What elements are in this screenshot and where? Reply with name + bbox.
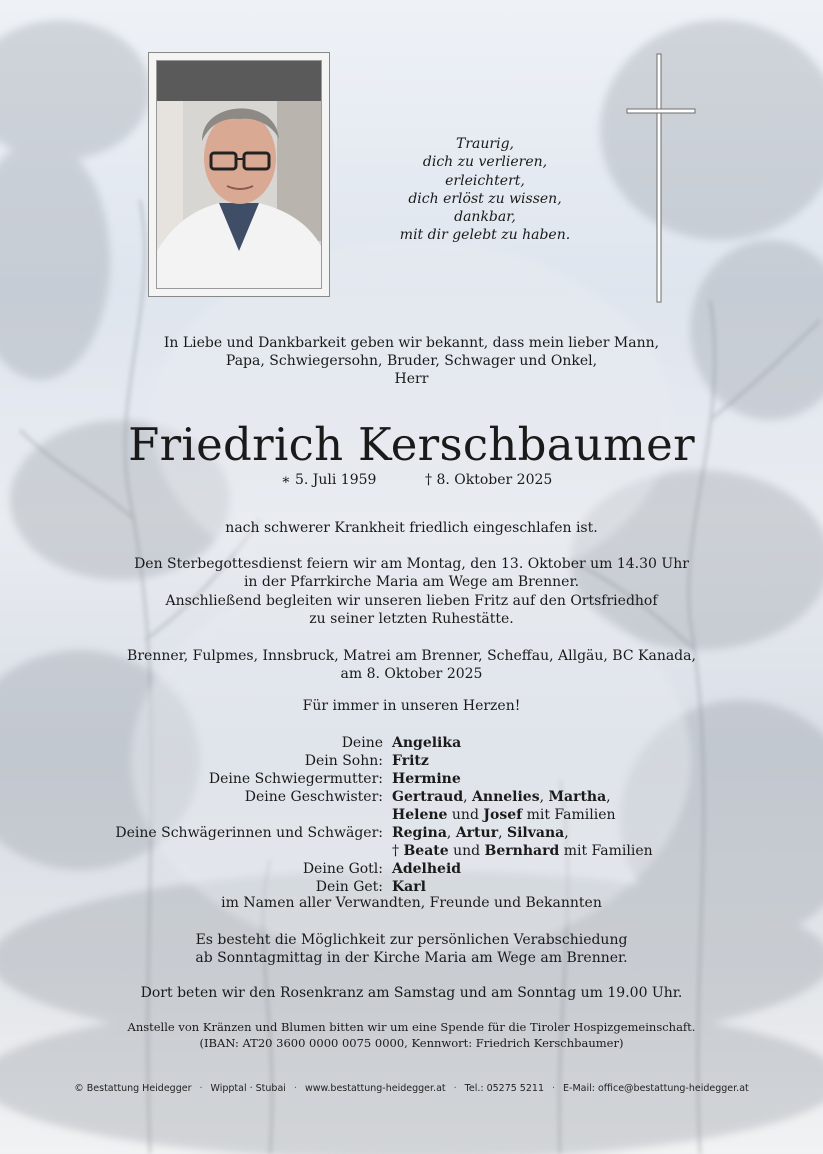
farewell-line: Es besteht die Möglichkeit zur persönlichen Verabschiedung <box>195 932 628 948</box>
mourner-row <box>0 842 823 860</box>
mourner-label: Dein Sohn: <box>304 753 383 769</box>
mourner-name: Annelies <box>472 789 540 805</box>
mourner-names <box>383 752 429 770</box>
deceased-name: Friedrich Kerschbaumer <box>128 418 695 471</box>
service-line: zu seiner letzten Ruhestätte. <box>309 610 514 627</box>
portrait-photo <box>156 60 322 289</box>
footer-website-link[interactable]: www.bestattung-heidegger.at <box>304 1083 446 1094</box>
places-date: am 8. Oktober 2025 <box>340 666 483 683</box>
mourner-name: Hermine <box>392 771 461 787</box>
intro-line: Papa, Schwiegersohn, Bruder, Schwager und Onkel, <box>225 353 598 369</box>
footer-company: © Bestattung Heidegger <box>74 1083 192 1094</box>
mourner-name: Adelheid <box>392 861 462 877</box>
poem-line: erleichtert, <box>445 172 525 189</box>
places-text <box>0 647 823 684</box>
places-line: Brenner, Fulpmes, Innsbruck, Matrei am Brenner, Scheffau, Allgäu, BC Kanada, <box>127 648 696 664</box>
mourner-label: Deine Schwägerinnen und Schwäger: <box>115 825 383 841</box>
mourners-list <box>0 734 823 896</box>
portrait-frame <box>148 52 330 297</box>
forever-text: Für immer in unseren Herzen! <box>302 698 521 714</box>
intro-text <box>0 334 823 388</box>
footer-separator: · <box>293 1083 297 1094</box>
mourner-row <box>0 752 823 770</box>
rosary-text: Dort beten wir den Rosenkranz am Samstag und am Sonntag um 19.00 Uhr. <box>140 985 683 1001</box>
footer-region: Wipptal · Stubai <box>210 1083 286 1094</box>
donation-line: (IBAN: AT20 3600 0000 0075 0000, Kennwort: Friedrich Kerschbaumer) <box>199 1036 624 1050</box>
mourner-row <box>0 806 823 824</box>
cross-icon <box>625 52 697 304</box>
mourner-label: Deine Gotl: <box>302 861 383 877</box>
mourner-names <box>383 878 426 896</box>
passing-text: nach schwerer Krankheit friedlich eingeschlafen ist. <box>225 520 598 536</box>
farewell-text <box>0 931 823 968</box>
service-line: Anschließend begleiten wir unseren lieben Fritz auf den Ortsfriedhof <box>165 592 658 609</box>
mourner-names <box>383 842 653 860</box>
footer-separator: · <box>552 1083 556 1094</box>
mourner-name: Silvana <box>506 825 565 841</box>
farewell-line: ab Sonntagmittag in der Kirche Maria am Wege am Brenner. <box>195 950 628 967</box>
footer <box>0 1083 823 1094</box>
mourner-row <box>0 860 823 878</box>
with-families-text: mit Familien <box>563 843 653 859</box>
intro-line: In Liebe und Dankbarkeit geben wir bekannt, dass mein lieber Mann, <box>163 335 660 351</box>
mourner-row <box>0 788 823 806</box>
mourner-row <box>0 824 823 842</box>
service-text <box>0 555 823 628</box>
mourner-name: Angelika <box>392 735 462 751</box>
mourner-name: Josef <box>483 807 523 823</box>
mourner-names <box>383 860 461 878</box>
mourner-label: Deine Schwiegermutter: <box>208 771 383 787</box>
poem-line: dankbar, <box>454 209 516 226</box>
mourner-names <box>383 734 461 752</box>
portrait-image <box>157 61 321 288</box>
death-date: † 8. Oktober 2025 <box>425 472 553 488</box>
mourner-row <box>0 770 823 788</box>
mourner-name: Helene <box>392 807 448 823</box>
mourner-name: Artur <box>455 825 499 841</box>
poem-line: mit dir gelebt zu haben. <box>399 227 571 244</box>
donation-text <box>0 1019 823 1051</box>
mourner-name: Karl <box>392 879 426 895</box>
mourner-names <box>383 806 616 824</box>
mourner-names: Regina, Artur, Silvana, <box>392 825 569 841</box>
and-text: und <box>453 843 481 859</box>
footer-separator: · <box>453 1083 457 1094</box>
birth-date: ∗ 5. Juli 1959 <box>281 472 377 488</box>
mourner-row <box>0 878 823 896</box>
service-line: in der Pfarrkirche Maria am Wege am Brenner. <box>243 574 580 591</box>
poem-line: dich erlöst zu wissen, <box>408 190 562 207</box>
mourner-name: Gertraud <box>392 789 464 805</box>
poem-line: dich zu verlieren, <box>422 154 548 171</box>
donation-line: Anstelle von Kränzen und Blumen bitten wir um eine Spende für die Tiroler Hospizgemeinschaft. <box>127 1020 696 1034</box>
mourner-name: Martha <box>548 789 607 805</box>
mourner-name: Beate <box>403 843 449 859</box>
poem-line: Traurig, <box>456 136 514 152</box>
on-behalf-text: im Namen aller Verwandten, Freunde und Bekannten <box>221 895 602 911</box>
and-text: und <box>451 807 479 823</box>
poem <box>380 135 590 245</box>
deceased-cross-symbol: † <box>392 843 399 859</box>
mourner-name: Fritz <box>392 753 429 769</box>
mourner-label: Dein Get: <box>315 879 383 895</box>
with-families-text: mit Familien <box>526 807 616 823</box>
footer-phone: Tel.: 05275 5211 <box>464 1083 544 1094</box>
footer-separator: · <box>199 1083 203 1094</box>
mourner-label: Deine <box>341 735 383 751</box>
mourner-names: Gertraud, Annelies, Martha, <box>392 789 611 805</box>
service-line: Den Sterbegottesdienst feiern wir am Montag, den 13. Oktober um 14.30 Uhr <box>134 556 689 572</box>
mourner-name: Regina <box>392 825 447 841</box>
mourner-row <box>0 734 823 752</box>
mourner-name: Bernhard <box>484 843 560 859</box>
mourner-names <box>383 770 461 788</box>
intro-line: Herr <box>394 371 429 387</box>
mourner-label: Deine Geschwister: <box>244 789 383 805</box>
footer-email-link[interactable]: E-Mail: office@bestattung-heidegger.at <box>563 1083 749 1094</box>
